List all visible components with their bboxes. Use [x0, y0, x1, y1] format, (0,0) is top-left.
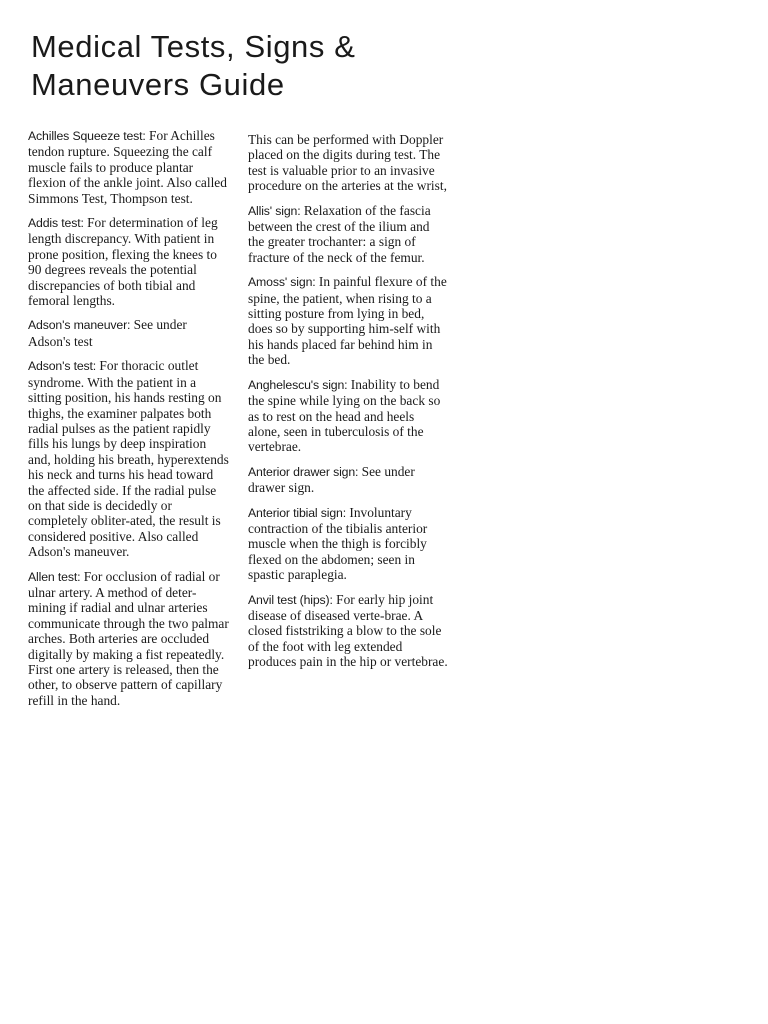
entry-term: Addis test: [28, 216, 84, 231]
entry-anvil-test-hips [248, 592, 448, 670]
entry-adsons-maneuver [28, 317, 232, 349]
entry-text: For Achilles tendon rupture. Squeezing the calf muscle fails to produce plantar flexion of the ankle joint. Also called Simmons Test, Thompson test. [28, 128, 227, 206]
entry-allis-sign [248, 203, 448, 266]
left-column [28, 128, 232, 717]
title-line-1: Medical Tests, Signs & [31, 29, 356, 64]
entry-text: For determination of leg length discrepancy. With patient in prone position, flexing the knees to 90 degrees reveals the potential discrepancies of both tibial and femoral lengths. [28, 215, 218, 309]
entry-anterior-tibial-sign [248, 505, 448, 583]
entry-term: Amoss' sign: [248, 275, 316, 290]
entry-term: Anterior drawer sign: [248, 464, 359, 479]
entry-text: In painful flexure of the spine, the patient, when rising to a sitting posture from lying in bed, does so by supporting him-self with his hands placed far behind him in the bed. [248, 274, 447, 368]
entry-term: Anghelescu's sign: [248, 377, 348, 392]
entry-addis-test [28, 215, 232, 308]
entry-adsons-test [28, 358, 232, 559]
entry-text: See under Adson's test [28, 317, 187, 349]
entry-text: Involuntary contraction of the tibialis anterior muscle when the thigh is forcibly flexed on the abdomen; seen in spastic paraplegia. [248, 504, 428, 583]
title-line-2: Maneuvers Guide [31, 67, 285, 102]
entry-text: Inability to bend the spine while lying on the back so as to rest on the head and heels alone, seen in tuberculosis of the vertebrae. [248, 376, 441, 455]
entry-allen-test-continuation: This can be performed with Doppler placed on the digits during test. The test is valuable prior to an invasive procedure on the arteries at the wrist, [248, 132, 447, 194]
entry-amoss-sign [248, 274, 448, 367]
entry-term: Adson's maneuver: [28, 318, 131, 333]
entry-term: Allen test: [28, 569, 81, 584]
entry-text: For thoracic outlet syndrome. With the patient in a sitting position, his hands resting on thighs, the examiner palpates both radial pulses as the patient rapidly fills his lungs by deep inspiration and, holding his breath, hyperextends his neck and turns his head toward the affected side. If the radial pulse on that side is decidedly or completely obliter-ated, the result is considered positive. Also called Adson's maneuver. [28, 358, 229, 560]
entry-allen-test [28, 569, 232, 709]
entry-text: See under drawer sign. [248, 463, 415, 496]
entry-anghelescus-sign [248, 377, 448, 455]
page-title [31, 28, 356, 104]
entry-term: Adson's test: [28, 359, 97, 374]
entry-term: Allis' sign: [248, 203, 301, 218]
entry-text: For early hip joint disease of diseased verte-brae. A closed fiststriking a blow to the sole of the foot with leg extended produces pain in the hip or vertebrae. [248, 591, 448, 670]
entry-achilles-squeeze-test [28, 128, 232, 206]
entry-text: Relaxation of the fascia between the crest of the ilium and the greater trochanter: a sign of fracture of the neck of the femur. [248, 202, 431, 265]
right-column [248, 132, 448, 679]
entry-term: Achilles Squeeze test: [28, 129, 146, 143]
entry-text: For occlusion of radial or ulnar artery. A method of deter-mining if radial and ulnar arteries communicate through the two palmar arches. Both arteries are occluded digitally by making a fist repeatedly. First one artery is released, then the other, to observe pattern of capillary refill in the hand. [28, 568, 229, 708]
entry-term: Anvil test (hips): [248, 592, 333, 607]
entry-term: Anterior tibial sign: [248, 505, 347, 520]
entry-anterior-drawer-sign [248, 464, 448, 496]
